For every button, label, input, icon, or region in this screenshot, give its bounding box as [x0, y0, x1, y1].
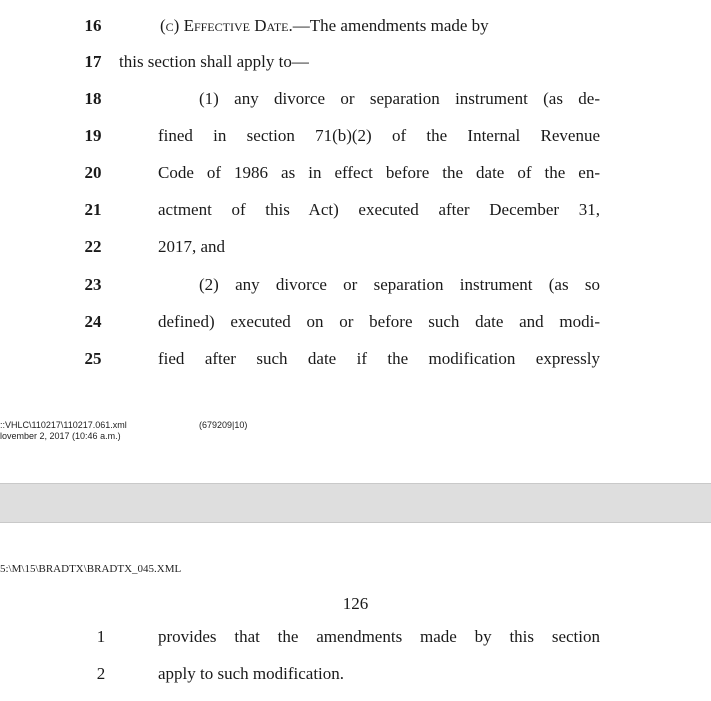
line-number: 24	[84, 312, 102, 331]
footer-date: lovember 2, 2017 (10:46 a.m.)	[0, 431, 121, 441]
page-footer	[0, 420, 711, 454]
line-number: 25	[84, 349, 102, 368]
line-text: fied after such date if the modification expressly	[158, 349, 600, 368]
line-24	[0, 312, 711, 349]
line-text: (1) any divorce or separation instrument (as de-	[199, 89, 600, 108]
line-number: 20	[84, 163, 102, 182]
line-number: 22	[84, 237, 102, 256]
line-number: 21	[84, 200, 102, 219]
line-17	[0, 52, 711, 89]
footer-code: (679209|10)	[199, 420, 248, 430]
line-2	[0, 664, 711, 701]
line-number: 23	[84, 275, 102, 294]
line-25	[0, 349, 711, 386]
line-number: 18	[84, 89, 102, 108]
line-21	[0, 200, 711, 237]
line-19	[0, 126, 711, 163]
line-number: 2	[96, 664, 106, 683]
page-separator	[0, 483, 711, 523]
line-text: apply to such modification.	[158, 664, 345, 683]
line-text: 2017, and	[158, 237, 226, 256]
line-number: 16	[84, 16, 102, 35]
line-1	[0, 627, 711, 664]
line-23	[0, 275, 711, 312]
line-text	[160, 16, 489, 36]
line-text: this section shall apply to—	[119, 52, 309, 71]
page-number: 126	[342, 594, 369, 613]
footer-file-path: ::VHLC\110217\110217.061.xml	[0, 420, 127, 430]
line-number: 1	[96, 627, 106, 646]
line-16	[0, 16, 711, 53]
line-text: defined) executed on or before such date and modi-	[158, 312, 600, 331]
line-18	[0, 89, 711, 126]
line-text-rest: —The amendments made by	[292, 16, 489, 35]
line-text: fined in section 71(b)(2) of the Internal Revenue	[158, 126, 600, 145]
line-number: 19	[84, 126, 102, 145]
line-text: provides that the amendments made by this section	[158, 627, 600, 646]
line-text: (2) any divorce or separation instrument (as so	[199, 275, 600, 294]
line-20	[0, 163, 711, 200]
section-heading: (c) Effective Date.	[160, 16, 293, 35]
line-22	[0, 237, 711, 274]
header-file-path: 5:\M\15\BRADTX\BRADTX_045.XML	[0, 563, 182, 575]
line-text: actment of this Act) executed after December 31,	[158, 200, 600, 219]
line-number: 17	[84, 52, 102, 71]
line-text: Code of 1986 as in effect before the date of the en-	[158, 163, 600, 182]
